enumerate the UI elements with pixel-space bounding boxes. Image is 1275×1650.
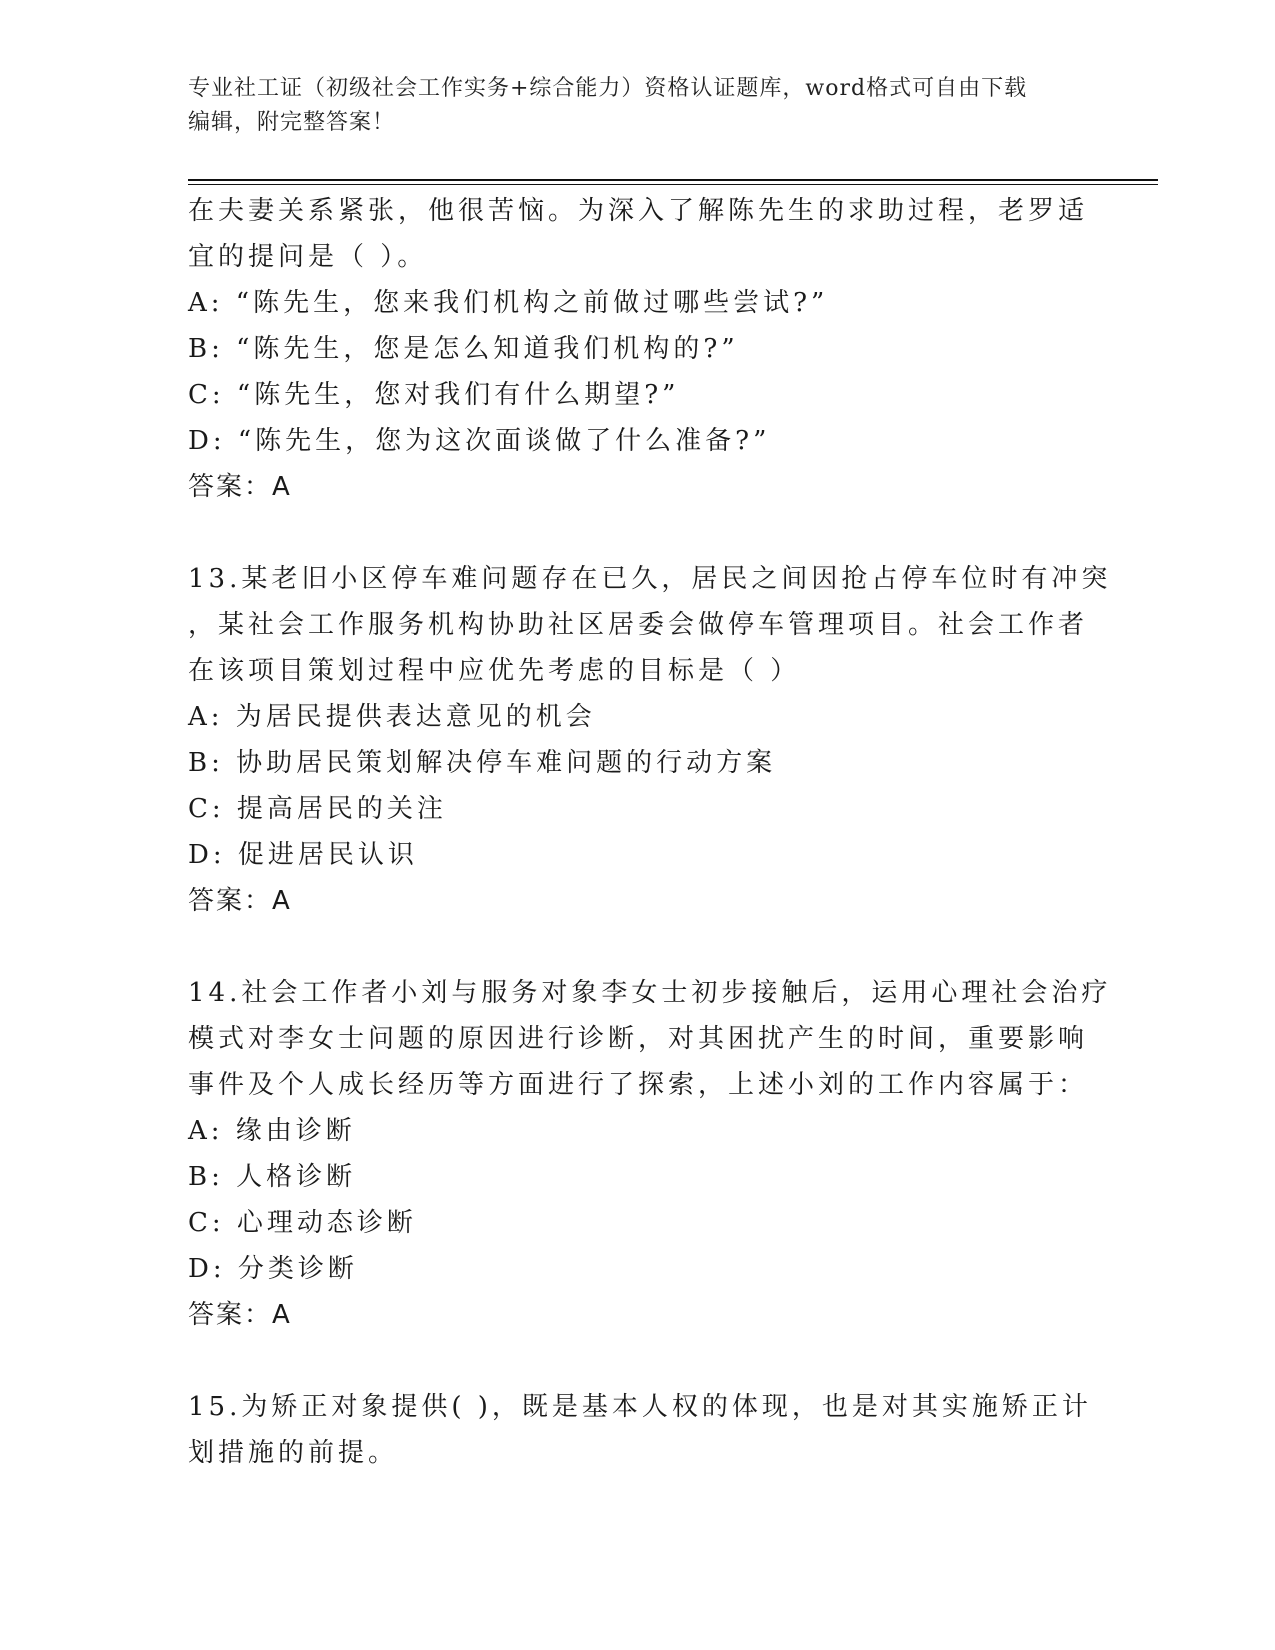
question-stem-line: ，某社会工作服务机构协助社区居委会做停车管理项目。社会工作者 xyxy=(188,610,1089,640)
question-spacer xyxy=(188,924,1088,970)
header-divider-thin xyxy=(188,184,1158,185)
question-stem-line: 划措施的前提。 xyxy=(188,1438,399,1468)
answer-line: 答案：A xyxy=(188,472,292,502)
question-13 xyxy=(188,556,1112,924)
question-12 xyxy=(188,188,1088,510)
header-line-2: 编辑，附完整答案！ xyxy=(188,110,396,135)
option-b: B: 人格诊断 xyxy=(188,1162,357,1192)
question-stem-line: 15.为矫正对象提供( )，既是基本人权的体现，也是对其实施矫正计 xyxy=(188,1392,1092,1422)
answer-line: 答案：A xyxy=(188,886,292,916)
option-c: C: 提高居民的关注 xyxy=(188,794,447,824)
question-stem-line: 宜的提问是（ ）。 xyxy=(188,242,428,272)
option-a: A: “陈先生，您来我们机构之前做过哪些尝试?” xyxy=(188,288,829,318)
question-15 xyxy=(188,1384,1092,1476)
header-divider-thick xyxy=(188,179,1158,181)
header-line-1: 专业社工证（初级社会工作实务+综合能力）资格认证题库，word格式可自由下载 xyxy=(188,76,1028,101)
question-stem-line: 模式对李女士问题的原因进行诊断，对其困扰产生的时间，重要影响 xyxy=(188,1024,1089,1054)
option-d: D: 分类诊断 xyxy=(188,1254,358,1284)
question-stem-line: 14.社会工作者小刘与服务对象李女士初步接触后，运用心理社会治疗 xyxy=(188,978,1112,1008)
option-c: C: “陈先生，您对我们有什么期望?” xyxy=(188,380,680,410)
question-stem-line: 事件及个人成长经历等方面进行了探索，上述小刘的工作内容属于： xyxy=(188,1070,1089,1100)
question-list xyxy=(188,188,1112,1476)
option-a: A: 缘由诊断 xyxy=(188,1116,356,1146)
question-14 xyxy=(188,970,1112,1338)
option-c: C: 心理动态诊断 xyxy=(188,1208,417,1238)
question-stem-line: 在夫妻关系紧张，他很苦恼。为深入了解陈先生的求助过程，老罗适 xyxy=(188,196,1089,226)
answer-line: 答案：A xyxy=(188,1300,292,1330)
option-b: B: “陈先生，您是怎么知道我们机构的?” xyxy=(188,334,739,364)
document-header xyxy=(188,72,1088,140)
option-d: D: “陈先生，您为这次面谈做了什么准备?” xyxy=(188,426,771,456)
question-stem-line: 在该项目策划过程中应优先考虑的目标是（ ） xyxy=(188,656,801,686)
option-a: A: 为居民提供表达意见的机会 xyxy=(188,702,596,732)
option-d: D: 促进居民认识 xyxy=(188,840,418,870)
question-spacer xyxy=(188,510,1088,556)
question-spacer xyxy=(188,1338,1088,1384)
option-b: B: 协助居民策划解决停车难问题的行动方案 xyxy=(188,748,777,778)
question-stem-line: 13.某老旧小区停车难问题存在已久，居民之间因抢占停车位时有冲突 xyxy=(188,564,1112,594)
